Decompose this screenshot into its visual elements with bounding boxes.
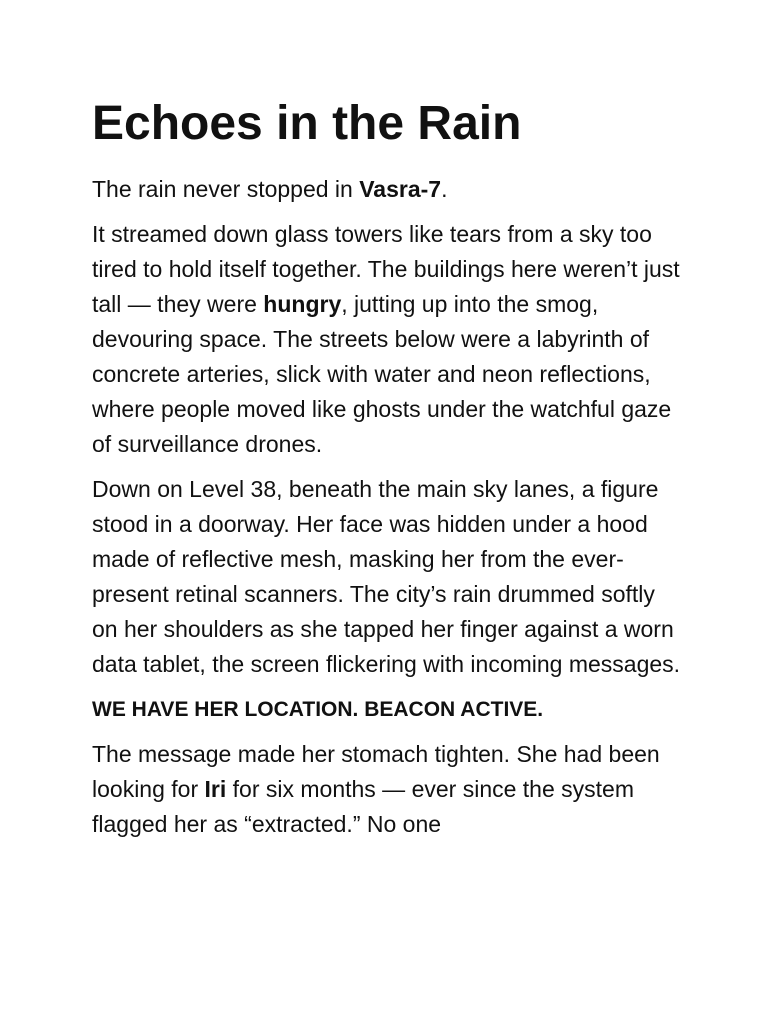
paragraph-1-text-after: . [441, 176, 448, 202]
place-name-bold: Vasra-7 [359, 176, 442, 202]
message-line: WE HAVE HER LOCATION. BEACON ACTIVE. [92, 698, 544, 721]
paragraph-1 [92, 172, 682, 207]
character-name-bold: Iri [204, 776, 227, 802]
paragraph-2-text-before: It streamed down glass towers like tears from a sky too tired to hold itself together. The buildings here weren’t just tall — they were [92, 221, 680, 317]
paragraph-5 [92, 737, 682, 842]
paragraph-2 [92, 217, 682, 462]
document-page [92, 92, 682, 852]
paragraph-1-text-before: The rain never stopped in [92, 176, 360, 202]
document-title: Echoes in the Rain [92, 97, 522, 150]
paragraph-2-text-after: , jutting up into the smog, devouring space. The streets below were a labyrinth of concrete arteries, slick with water and neon reflections, where people moved like ghosts under the watchful gaze of surveillance drones. [92, 291, 672, 457]
paragraph-5-text-after: for six months — ever since the system flagged her as “extracted.” No one [92, 776, 634, 837]
emphasis-hungry: hungry [263, 291, 342, 317]
paragraph-5-text-before: The message made her stomach tighten. She had been looking for [92, 741, 660, 802]
paragraph-3: Down on Level 38, beneath the main sky lanes, a figure stood in a doorway. Her face was hidden under a hood made of reflective mesh, masking her from the ever-present retinal scanners. The city’s rain drummed softly on her shoulders as she tapped her finger against a worn data tablet, the screen flickering with incoming messages. [92, 476, 681, 677]
